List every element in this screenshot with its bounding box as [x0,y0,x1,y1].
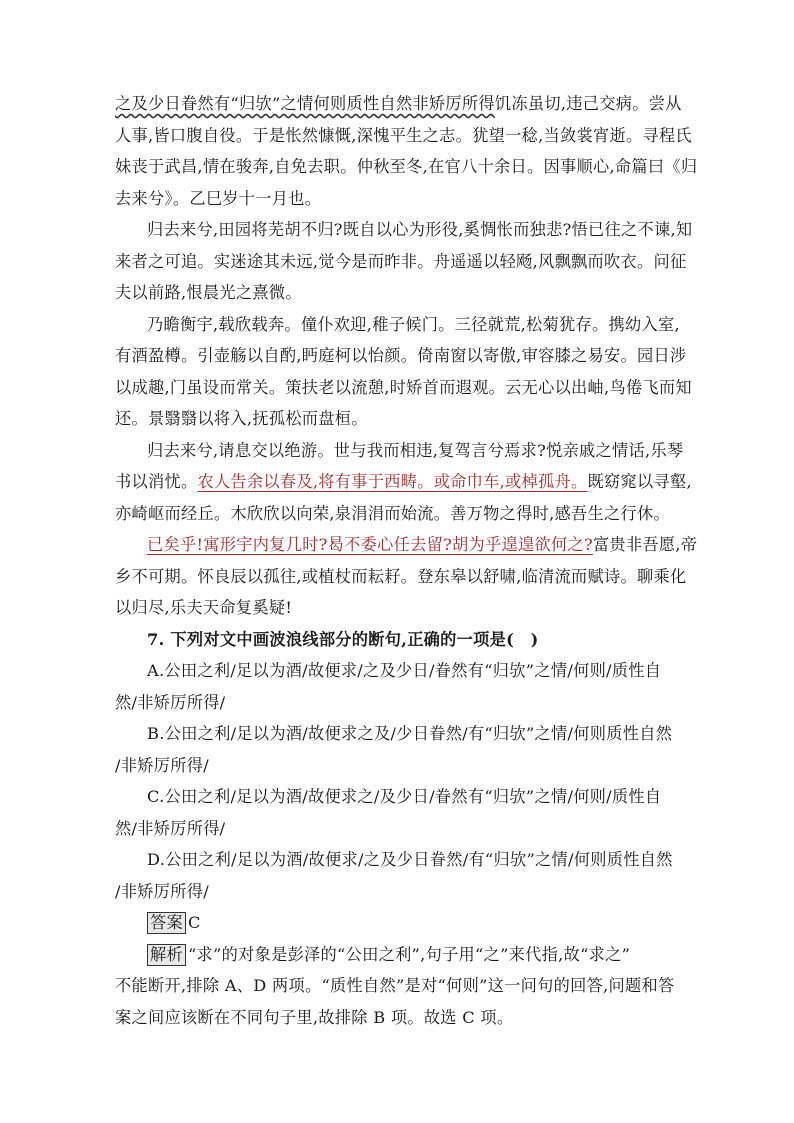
text-line: 人事,皆口腹自役。于是怅然慷慨,深愧平生之志。犹望一稔,当敛裳宵逝。寻程氏 [115,125,692,145]
option-d-cont: /非矫厉所得/ [115,881,209,901]
question-7 [115,624,685,908]
document-page [115,88,698,1033]
red-underlined-text: 农人告余以春及,将有事于西畴。或命巾车,或棹孤舟。 [197,472,588,491]
option-c-cont: 然/非矫厉所得/ [115,818,226,838]
wavy-underlined-text: 之及少日眷然有“归欤”之情何则质性自然非矫厉所得 [115,94,495,113]
text-line: 乡不可期。怀良辰以孤往,或植杖而耘耔。登东皋以舒啸,临清流而赋诗。聊乘化 [115,566,687,586]
text-line [115,88,685,120]
text-line: 夫以前路,恨晨光之熹微。 [115,283,302,302]
text-line: 不能断开,排除 A、D 两项。“质性自然”是对“何则”这一问句的回答,问题和答 [115,976,675,995]
text-line: 来者之可追。实迷途其未远,觉今是而昨非。舟遥遥以轻飏,风飘飘而吹衣。问征 [115,251,687,271]
text-line: 以归尽,乐夫天命复奚疑! [115,598,293,617]
text-line: 亦崎岖而经丘。木欣欣以向荣,泉涓涓而始流。善万物之得时,感吾生之行休。 [115,503,670,523]
text-line: 归去来兮,请息交以绝游。世与我而相违,复驾言兮焉求?悦亲戚之情话,乐琴 [147,440,684,460]
red-underlined-text: 已矣乎!寓形宇内复几时?曷不委心任去留?胡为乎遑遑欲何之? [147,535,593,554]
option-c: C.公田之利/足以为酒/故便求之/及少日/眷然有“归欤”之情/何则/质性自 [147,787,662,806]
text-line: 归去来兮,田园将芜胡不归?既自以心为形役,奚惆怅而独悲?悟已往之不谏,知 [147,220,693,239]
option-b: B.公田之利/足以为酒/故便求之及/少日眷然/有“归欤”之情/何则质性自然 [147,724,673,743]
option-a: A.公田之利/足以为酒/故便求/之及少日/眷然有“归欤”之情/何则/质性自 [147,661,662,680]
passage-paragraph-3 [115,309,692,435]
text-line: 还。景翳翳以将入,抚孤松而盘桓。 [115,409,368,428]
text-line: 案之间应该断在不同句子里,故排除 B 项。故选 C 项。 [115,1007,514,1027]
passage-paragraph-4 [115,435,692,530]
question-stem: 7. 下列对文中画波浪线部分的断句,正确的一项是( ) [147,629,539,649]
option-b-cont: /非矫厉所得/ [115,755,209,775]
text-line [115,529,698,561]
text-span: 书以消忧。 [115,472,198,491]
text-span: 既窈窕以寻壑, [587,472,692,491]
text-line: 妹丧于武昌,情在骏奔,自免去职。仲秋至冬,在官八十余日。因事顺心,命篇曰《归 [115,157,698,176]
answer-value: C [187,913,201,932]
passage-paragraph-1 [115,88,698,214]
option-a-cont: 然/非矫厉所得/ [115,692,226,712]
text-span: 饥冻虽切,违己交病。尝从 [494,94,682,113]
text-line: 乃瞻衡宇,载欣载奔。僮仆欢迎,稚子候门。三径就荒,松菊犹存。携幼入室, [147,314,680,334]
text-span: 富贵非吾愿,帝 [592,535,698,554]
option-d: D.公田之利/足以为酒/故便求/之及少日眷然/有“归欤”之情/何则质性自然 [147,850,673,869]
answer-tag: 答案 [147,912,186,934]
text-line: 有酒盈樽。引壶觞以自酌,眄庭柯以怡颜。倚南窗以寄傲,审容膝之易安。园日涉 [115,346,687,365]
analysis-tag: 解析 [147,944,186,966]
text-line: 去来兮》。乙巳岁十一月也。 [115,188,322,208]
answer-line [115,907,685,939]
analysis-block [115,939,685,1034]
passage-paragraph-5 [115,529,698,624]
text-line [115,939,685,971]
text-line [115,466,692,498]
text-line: 以成趣,门虽设而常关。策扶老以流憩,时矫首而遐观。云无心以出岫,鸟倦飞而知 [115,377,692,397]
passage-paragraph-2 [115,214,693,309]
text-span: “求”的对象是彭泽的“公田之利”,句子用“之”来代指,故“求之” [187,944,631,964]
